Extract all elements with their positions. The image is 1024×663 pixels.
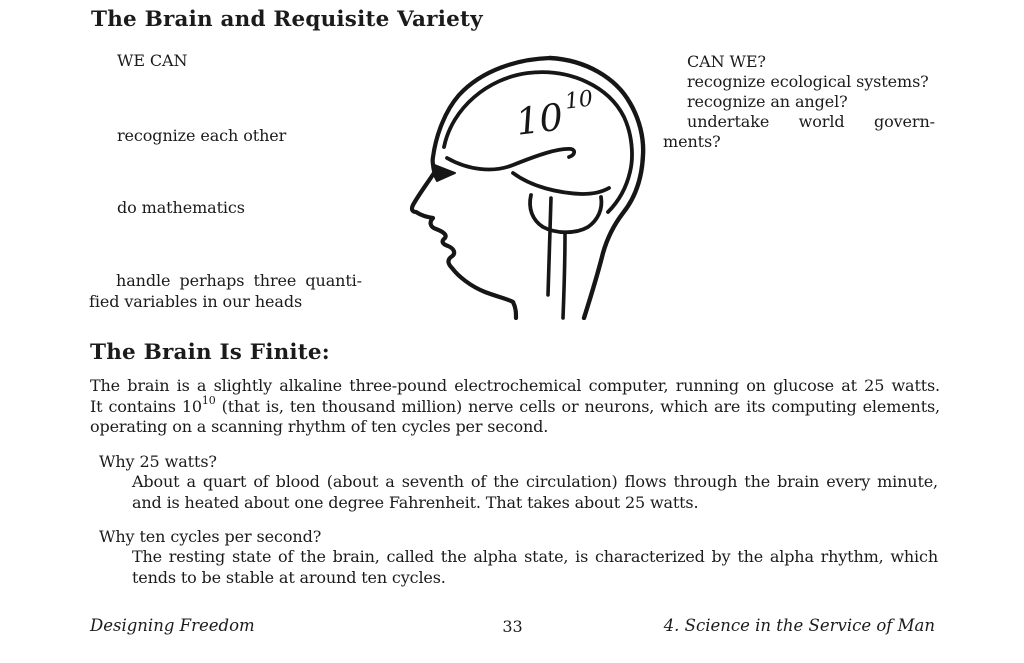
answer-line: The resting state of the brain, called the alpha state, is characterized by the alpha rhythm, which <box>132 547 938 566</box>
question-ten-cycles: Why ten cycles per second? <box>99 527 322 546</box>
neuron-count-exponent: 10 <box>563 86 595 115</box>
answer-line: About a quart of blood (about a seventh of the circulation) flows through the brain every minute, <box>132 472 938 491</box>
footer-chapter-title: 4. Science in the Service of Man <box>663 616 935 635</box>
we-can-heading: WE CAN <box>117 51 188 70</box>
answer-25-watts <box>132 472 938 513</box>
can-we-item-angel: recognize an angel? <box>687 92 848 111</box>
we-can-item-mathematics: do mathematics <box>117 198 245 217</box>
answer-line: and is heated about one degree Fahrenheit. That takes about 25 watts. <box>132 492 699 512</box>
can-we-item-ecological: recognize ecological systems? <box>687 72 929 91</box>
footer-book-title: Designing Freedom <box>90 616 255 635</box>
footer-page-number: 33 <box>502 617 523 636</box>
brain-finite-paragraph <box>90 376 940 438</box>
can-we-item-governments-line2: ments? <box>663 132 721 151</box>
can-we-item-governments-line1: undertake world govern- <box>687 112 935 131</box>
paragraph-line <box>90 394 940 418</box>
exponent-text: 10 <box>201 394 216 408</box>
brainstem-left-path <box>548 198 551 295</box>
cerebellum-path <box>530 195 601 232</box>
answer-ten-cycles <box>132 547 938 588</box>
paragraph-text: It contains 10 <box>90 396 202 416</box>
neuron-count-label <box>513 86 597 143</box>
cerebrum-base-path <box>513 173 609 194</box>
section-heading-brain-finite: The Brain Is Finite: <box>90 340 330 365</box>
neuron-count-base: 10 <box>513 95 566 144</box>
we-can-item-recognize: recognize each other <box>117 126 287 145</box>
we-can-item-variables-line2: fied variables in our heads <box>89 292 303 311</box>
head-brain-sketch <box>400 50 660 320</box>
page-title: The Brain and Requisite Variety <box>91 7 483 32</box>
eye-mark <box>432 164 455 181</box>
paragraph-line: The brain is a slightly alkaline three-pound electrochemical computer, running on glucose at 25 watts. <box>90 376 940 395</box>
paragraph-text: (that is, ten thousand million) nerve cells or neurons, which are its computing elements, <box>215 396 940 416</box>
brainstem-right-path <box>563 234 565 318</box>
answer-line: tends to be stable at around ten cycles. <box>132 567 446 587</box>
can-we-heading: CAN WE? <box>687 52 766 71</box>
lateral-fissure-path <box>447 149 574 170</box>
face-profile-path <box>412 58 550 318</box>
we-can-item-variables-line1: handle perhaps three quanti- <box>116 271 362 290</box>
page-footer <box>90 616 935 640</box>
paragraph-line: operating on a scanning rhythm of ten cycles per second. <box>90 417 549 437</box>
question-25-watts: Why 25 watts? <box>99 452 217 471</box>
